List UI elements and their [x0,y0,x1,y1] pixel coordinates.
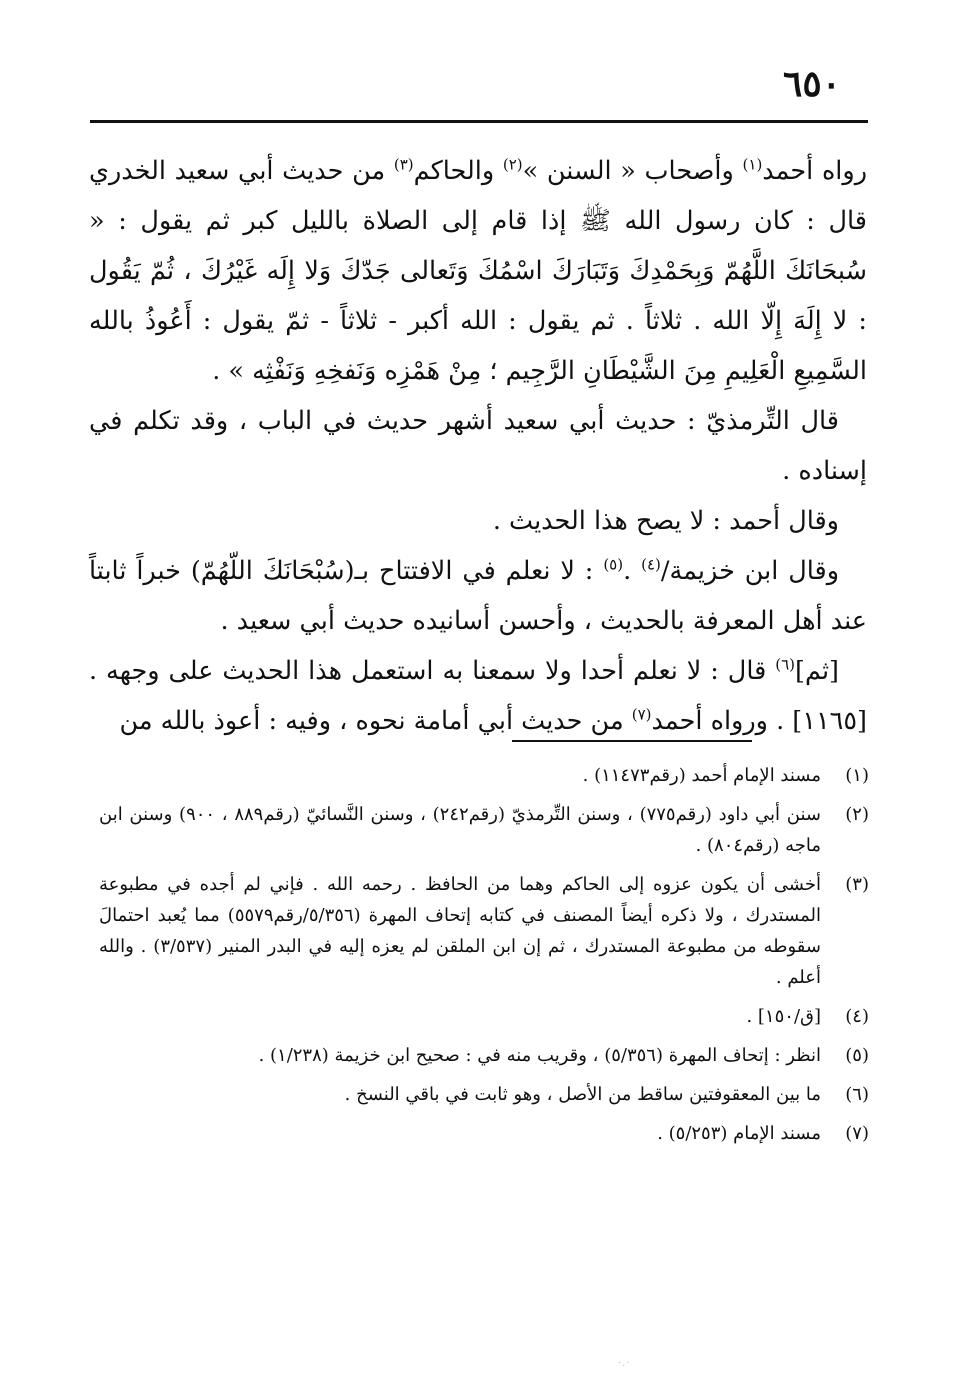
text-segment: وقال ابن خزيمة/ [660,556,840,586]
page-number: ٦٥٠ [782,63,841,105]
text-segment: والحاكم [413,156,503,186]
footnote-text: ما بين المعقوفتين ساقط من الأصل ، وهو ثابت في باقي النسخ . [344,1084,821,1105]
footnote-2 [99,799,869,861]
footnote-ref[interactable]: (٤) [641,555,661,574]
footnote-number: (١) [845,765,869,786]
footnote-ref[interactable]: (٦) [775,655,796,674]
text-segment: [ثم] [795,656,839,686]
footnote-text: مسند الإمام أحمد (رقم١١٤٧٣) . [582,765,821,786]
paragraph-ahmad: وقال أحمد : لا يصح هذا الحديث . [492,506,839,536]
footnote-ref[interactable]: (٧) [631,705,652,724]
footnote-number: (٥) [845,1045,869,1066]
paragraph-ibn-khuzaymah [89,546,867,646]
footnote-text: أخشى أن يكون عزوه إلى الحاكم وهما من الحافظ . رحمه الله . فإني لم أجده في مطبوعة المستدرك ، ولا ذكره أيضاً المصنف في كتابه إتحاف المهرة (٥/٣٥٦/رقم٥٥٧٩) مما يُعبد احتمالَ سقوطه من مطبوعة المستدرك ، ثم إن ابن الملقن لم يعزه إليه في البدر المنير (٣/٥٣٧) . والله أعلم . [99,874,821,988]
footnote-5 [99,1040,869,1071]
footnote-number: (٣) [845,874,869,895]
footnote-1 [99,760,869,791]
footnote-ref[interactable]: (٥) [603,555,624,574]
footnote-text: سنن أبي داود (رقم٧٧٥) ، وسنن التِّرمذيّ (رقم٢٤٢) ، وسنن النَّسائيّ (رقم٨٨٩ ، ٩٠٠) وسنن ابن ماجه (رقم٨٠٤) . [99,804,821,856]
footnote-text: مسند الإمام (٥/٢٥٣) . [657,1123,821,1144]
footnote-ref[interactable]: (٣) [393,155,414,174]
text-segment: من حديث أبي أمامة نحوه ، وفيه : أعوذ بالله من [119,706,632,736]
footnote-number: (٦) [845,1084,869,1105]
paragraph-hadith [89,146,867,396]
paragraph-tirmidhi: قال التِّرمذيّ : حديث أبي سعيد أشهر حديث في الباب ، وقد تكلم في إسناده . [89,406,867,486]
text-segment: قال : لا نعلم أحدا ولا سمعنا به استعمل هذا الحديث على وجهه . [١١٦٥] . ورواه أحمد [89,656,867,736]
text-segment: من حديث أبي سعيد الخدري قال : كان رسول الله ﷺ إذا قام إلى الصلاة بالليل كبر ثم يقول : « سُبحَانَكَ اللَّهُمّ وَبِحَمْدِكَ وَتَبَارَكَ اسْمُكَ وَتَعالى جَدّكَ وَلا إِلَه غَيْرُكَ ، ثُمّ يَقُول : لا إِلَهَ إِلّا الله . ثلاثاً . ثم يقول : الله أكبر - ثلاثاً - ثمّ يقول : أَعُوذُ بالله السَّمِيعِ الْعَلِيمِ مِنَ الشَّيْطَانِ الرَّجِيم ؛ مِنْ هَمْزِه وَنَفخِهِ وَنَفْثِه » . [89,156,867,386]
footnote-number: (٤) [845,1006,869,1027]
footnote-text: انظر : إتحاف المهرة (٥/٣٥٦) ، وقريب منه في : صحيح ابن خزيمة (١/٢٣٨) . [258,1045,821,1066]
footnote-ref[interactable]: (١) [742,155,763,174]
footnotes [99,760,869,1157]
scan-artifact: ·.· [618,1358,631,1369]
text-segment: : لا نعلم في الافتتاح بـ(سُبْحَانَكَ اللّهُمّ) خبراً ثابتاً عند أهل المعرفة بالحديث ، وأحسن أسانيده حديث أبي سعيد . [89,556,867,636]
footnote-4 [99,1001,869,1032]
footnote-6 [99,1079,869,1110]
text-segment: وأصحاب « السنن » [522,156,743,186]
footnote-text: [ق/١٥٠] . [746,1006,821,1027]
footnote-number: (٢) [845,804,869,825]
text-segment: . [623,556,642,586]
footnote-3 [99,869,869,993]
paragraph-thumma [89,646,867,746]
footnote-ref[interactable]: (٢) [502,155,523,174]
main-text [89,146,867,746]
header-rule [90,120,868,123]
footnote-separator [512,740,752,742]
footnote-number: (٧) [845,1123,869,1144]
text-segment: رواه أحمد [762,156,868,186]
footnote-7 [99,1118,869,1149]
